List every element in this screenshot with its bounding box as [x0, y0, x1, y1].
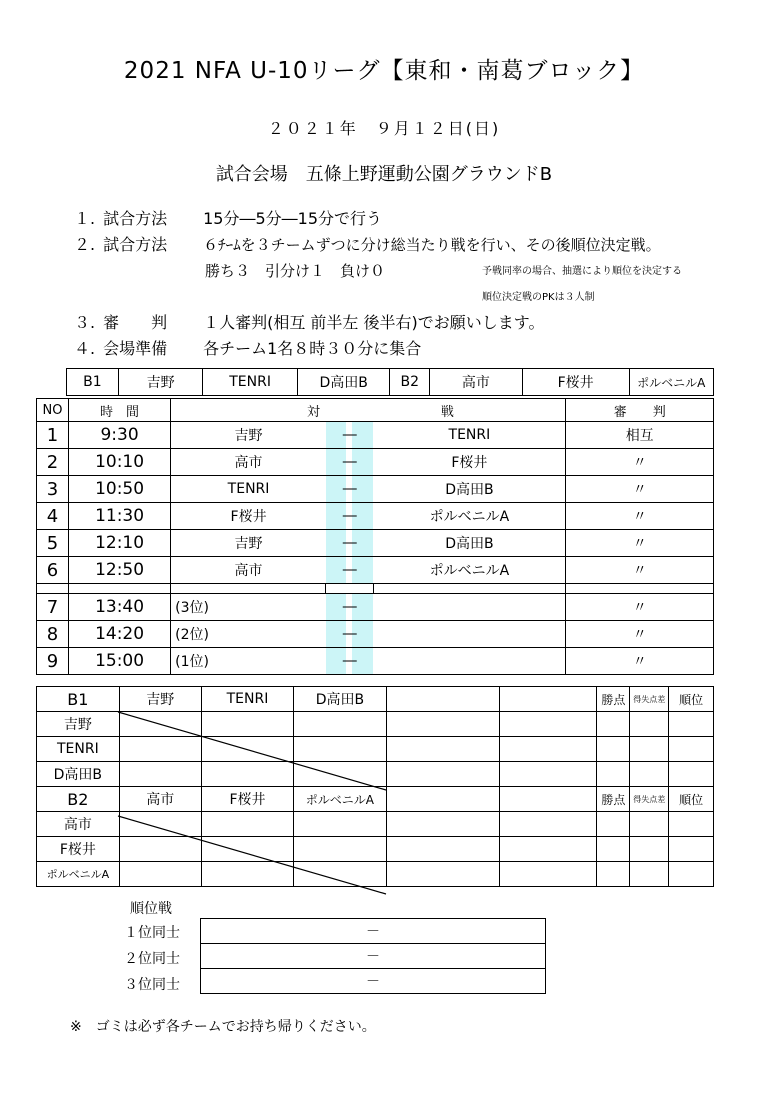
page-title: 2021 NFA U-10リーグ【東和・南葛ブロック】: [123, 58, 645, 84]
group-team: TENRI: [203, 369, 298, 396]
standings-team-header: ポルベニルA: [294, 787, 387, 812]
group-b1-label: B1: [67, 369, 119, 396]
cell-away: D高田B: [373, 476, 565, 503]
tiebreak-note: 予戦同率の場合、抽選により順位を決定する: [482, 266, 682, 277]
cell-home: 高市: [171, 557, 326, 584]
cell-time: 15:00: [68, 648, 170, 675]
schedule-row: [37, 422, 714, 449]
ranking-title: 順位戦: [130, 901, 172, 917]
standings-team: TENRI: [37, 737, 120, 762]
cell-home: 吉野: [171, 422, 326, 449]
rank-header: 順位: [669, 787, 714, 812]
cell-no: 1: [37, 422, 69, 449]
ranking-sep: －: [201, 944, 546, 969]
standings-team: D高田B: [37, 762, 120, 787]
standings-row: [37, 712, 714, 737]
cell-home: TENRI: [171, 476, 326, 503]
diff-header: 得失点差: [630, 787, 669, 812]
standings-team-header: B2: [37, 787, 120, 812]
cell-ref: 〃: [566, 476, 714, 503]
col-match-right: 戦: [373, 399, 565, 422]
standings-team-header: F桜井: [201, 787, 293, 812]
cell-away: ポルベニルA: [373, 557, 565, 584]
ranking-row: [201, 919, 546, 944]
cell-away: TENRI: [373, 422, 565, 449]
group-team: F桜井: [522, 369, 629, 396]
standings-row: [37, 762, 714, 787]
schedule-row: [37, 648, 714, 675]
col-time: 時 間: [68, 399, 170, 422]
standings-table: [36, 686, 714, 887]
cell-sep: ―: [326, 530, 373, 557]
standings-team-header: B1: [37, 687, 120, 712]
rule-1: １. 試合方法 15分―5分―15分で行う: [74, 209, 382, 228]
ranking-label: ２位同士: [124, 951, 180, 967]
ranking-sep: －: [201, 919, 546, 944]
ranking-label: ３位同士: [124, 977, 180, 993]
cell-time: 10:50: [68, 476, 170, 503]
col-match: 対: [171, 399, 326, 422]
venue: 試合会場 五條上野運動公園グラウンドB: [215, 164, 553, 185]
cell-away: [373, 594, 565, 621]
cell-away: [373, 621, 565, 648]
schedule-row: [37, 503, 714, 530]
points-header: 勝点: [597, 787, 630, 812]
ranking-sep: －: [201, 969, 546, 994]
standings-header: [37, 687, 714, 712]
cell-away: D高田B: [373, 530, 565, 557]
ranking-table: [200, 918, 546, 994]
rule-4: ４. 会場準備 各チーム1名８時３０分に集合: [74, 339, 422, 358]
cell-sep: ―: [326, 621, 373, 648]
ranking-row: [201, 944, 546, 969]
standings-row: [37, 862, 714, 887]
cell-time: 12:50: [68, 557, 170, 584]
event-date: ２０２１年 ９月１２日(日): [267, 119, 501, 138]
cell-away: ポルベニルA: [373, 503, 565, 530]
points-header: 勝点: [597, 687, 630, 712]
standings-row: [37, 812, 714, 837]
cell-time: 11:30: [68, 503, 170, 530]
cell-sep: ―: [326, 594, 373, 621]
standings-team-header: 高市: [119, 787, 201, 812]
cell-sep: ―: [326, 648, 373, 675]
cell-no: 4: [37, 503, 69, 530]
cell-no: 2: [37, 449, 69, 476]
footer-note: ※ ゴミは必ず各チームでお持ち帰りください。: [70, 1019, 376, 1035]
schedule-row: [37, 557, 714, 584]
schedule-table: [36, 398, 714, 675]
cell-no: 7: [37, 594, 69, 621]
group-team: 吉野: [118, 369, 202, 396]
cell-no: 5: [37, 530, 69, 557]
schedule-row: [37, 476, 714, 503]
cell-ref: 〃: [566, 530, 714, 557]
cell-away: [373, 648, 565, 675]
cell-time: 12:10: [68, 530, 170, 557]
group-team: D高田B: [297, 369, 390, 396]
points-rule: 勝ち３ 引分け１ 負け０: [205, 262, 386, 280]
standings-row: [37, 837, 714, 862]
rule-2: ２. 試合方法 ６ﾁｰﾑを３チームずつに分け総当たり戦を行い、その後順位決定戦。: [74, 235, 661, 254]
cell-ref: 〃: [566, 503, 714, 530]
standings-team-header: D高田B: [294, 687, 387, 712]
cell-no: 9: [37, 648, 69, 675]
schedule-row: [37, 621, 714, 648]
pk-note: 順位決定戦のPKは３人制: [482, 292, 595, 303]
cell-sep: ―: [326, 476, 373, 503]
cell-time: 9:30: [68, 422, 170, 449]
cell-ref: 〃: [566, 648, 714, 675]
rank-header: 順位: [669, 687, 714, 712]
standings-team-header: TENRI: [201, 687, 293, 712]
cell-time: 14:20: [68, 621, 170, 648]
cell-home: F桜井: [171, 503, 326, 530]
col-no: NO: [37, 399, 69, 422]
standings-team-header: 吉野: [119, 687, 201, 712]
group-b2-label: B2: [390, 369, 430, 396]
cell-time: 10:10: [68, 449, 170, 476]
cell-sep: ―: [326, 422, 373, 449]
cell-no: 6: [37, 557, 69, 584]
cell-home: 吉野: [171, 530, 326, 557]
groups-table: [66, 368, 714, 396]
group-team: ポルベニルA: [629, 369, 714, 396]
cell-no: 3: [37, 476, 69, 503]
standings-team: 吉野: [37, 712, 120, 737]
schedule-row: [37, 449, 714, 476]
standings-team: 高市: [37, 812, 120, 837]
group-team: 高市: [430, 369, 523, 396]
cell-no: 8: [37, 621, 69, 648]
cell-home: (1位): [171, 648, 326, 675]
cell-away: F桜井: [373, 449, 565, 476]
schedule-row: [37, 530, 714, 557]
standings-team: ポルベニルA: [37, 862, 120, 887]
cell-time: 13:40: [68, 594, 170, 621]
standings-header: [37, 787, 714, 812]
cell-ref: 相互: [566, 422, 714, 449]
ranking-row: [201, 969, 546, 994]
ranking-label: １位同士: [124, 925, 180, 941]
cell-sep: ―: [326, 503, 373, 530]
cell-ref: 〃: [566, 449, 714, 476]
standings-team: F桜井: [37, 837, 120, 862]
col-referee: 審 判: [566, 399, 714, 422]
standings-row: [37, 737, 714, 762]
cell-home: 高市: [171, 449, 326, 476]
cell-ref: 〃: [566, 557, 714, 584]
cell-home: (2位): [171, 621, 326, 648]
diff-header: 得失点差: [630, 687, 669, 712]
cell-sep: ―: [326, 449, 373, 476]
cell-home: (3位): [171, 594, 326, 621]
cell-ref: 〃: [566, 594, 714, 621]
cell-sep: ―: [326, 557, 373, 584]
schedule-row: [37, 594, 714, 621]
rule-3: ３. 審 判 １人審判(相互 前半左 後半右)でお願いします。: [74, 313, 545, 332]
cell-ref: 〃: [566, 621, 714, 648]
